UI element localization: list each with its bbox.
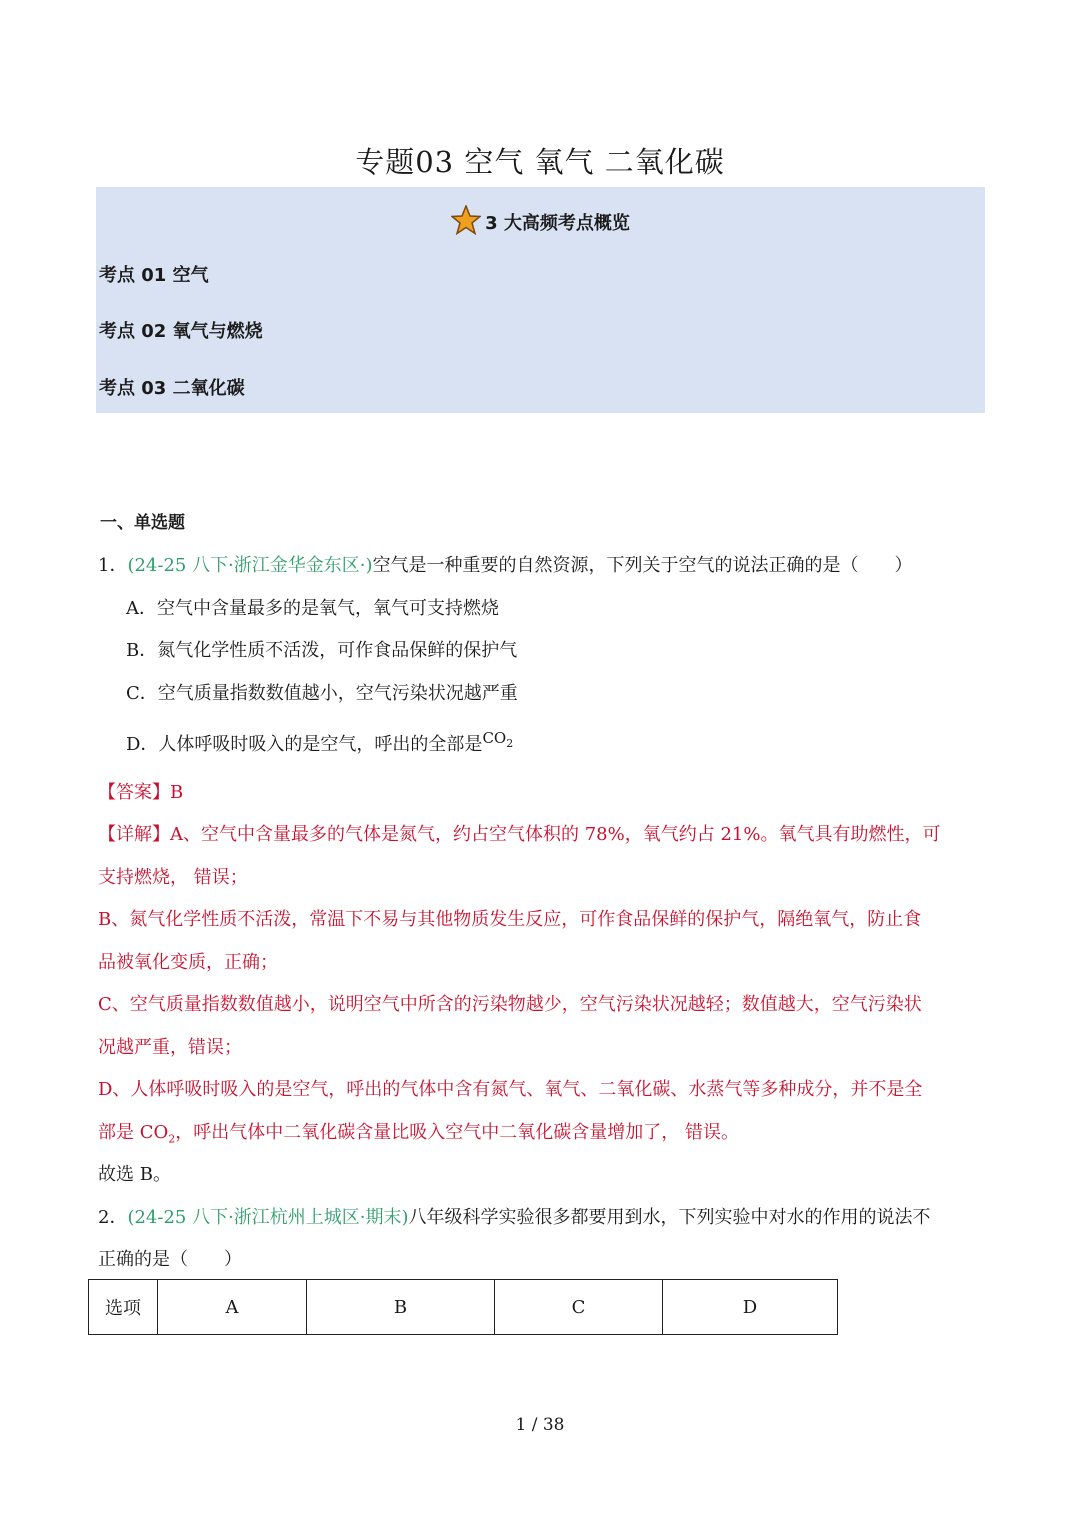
table-header-cell: 选项 [89, 1280, 158, 1335]
section-heading: 一、单选题 [100, 513, 185, 533]
answer-value: B [170, 782, 184, 803]
detail-line: C、空气质量指数数值越小，说明空气中所含的污染物越少，空气污染状况越轻；数值越大，空气污染状 [98, 994, 922, 1015]
options-table [88, 1279, 838, 1335]
conclusion: 故选 B。 [98, 1164, 171, 1185]
detail-line: 【详解】A、空气中含量最多的气体是氮气，约占空气体积的 78%，氧气约占 21%。氧气具有助燃性，可 [98, 824, 941, 845]
question-2-stem [98, 1203, 931, 1229]
table-header-cell: A [158, 1280, 307, 1335]
overview-box [96, 187, 985, 413]
option-a: A．空气中含量最多的是氧气，氧气可支持燃烧 [126, 598, 499, 619]
option-d: D．人体呼吸时吸入的是空气，呼出的全部是$^{CO_2}$ [126, 729, 514, 755]
question-2-stem-cont: 正确的是（ ） [98, 1249, 242, 1270]
detail-line: 部是 $CO_2$，呼出气体中二氧化碳含量比吸入空气中二氧化碳含量增加了， 错误。 [98, 1122, 739, 1146]
page-number: 1 / 38 [515, 1415, 565, 1435]
table-header-cell: D [663, 1280, 838, 1335]
table-row [89, 1280, 838, 1335]
topic-item-02: 考点 02 氧气与燃烧 [99, 321, 263, 342]
topic-item-03: 考点 03 二氧化碳 [99, 378, 245, 399]
detail-label: 【详解】 [98, 824, 170, 845]
topic-item-01: 考点 01 空气 [99, 265, 209, 286]
detail-line: 品被氧化变质，正确； [98, 952, 278, 973]
table-header-cell: B [307, 1280, 495, 1335]
detail-line: 支持燃烧， 错误； [98, 867, 248, 888]
question-text: 空气是一种重要的自然资源，下列关于空气的说法正确的是（ ） [372, 555, 913, 576]
question-number: 2． [98, 1207, 128, 1228]
answer-label: 【答案】 [98, 782, 170, 803]
question-source: (24-25 八下·浙江杭州上城区·期末) [127, 1207, 409, 1228]
overview-heading: 3 大高频考点概览 [96, 205, 985, 235]
option-c: C．空气质量指数数值越小，空气污染状况越严重 [126, 683, 518, 704]
page-title: 专题03 空气 氧气 二氧化碳 [355, 145, 725, 179]
answer [98, 778, 183, 804]
question-text: 八年级科学实验很多都要用到水，下列实验中对水的作用的说法不 [408, 1207, 931, 1228]
table-header-cell: C [495, 1280, 663, 1335]
option-b: B．氮气化学性质不活泼，可作食品保鲜的保护气 [126, 640, 518, 661]
detail-line: D、人体呼吸时吸入的是空气，呼出的气体中含有氮气、氧气、二氧化碳、水蒸气等多种成分，并不是全 [98, 1079, 923, 1100]
star-icon [451, 205, 481, 235]
detail-line: B、氮气化学性质不活泼，常温下不易与其他物质发生反应，可作食品保鲜的保护气，隔绝氧气，防止食 [98, 909, 922, 930]
formula: CO [482, 729, 507, 747]
question-1-stem [98, 551, 913, 577]
detail-line: 况越严重，错误； [98, 1037, 242, 1058]
question-source: (24-25 八下·浙江金华金东区·) [127, 555, 373, 576]
question-number: 1． [98, 555, 128, 576]
